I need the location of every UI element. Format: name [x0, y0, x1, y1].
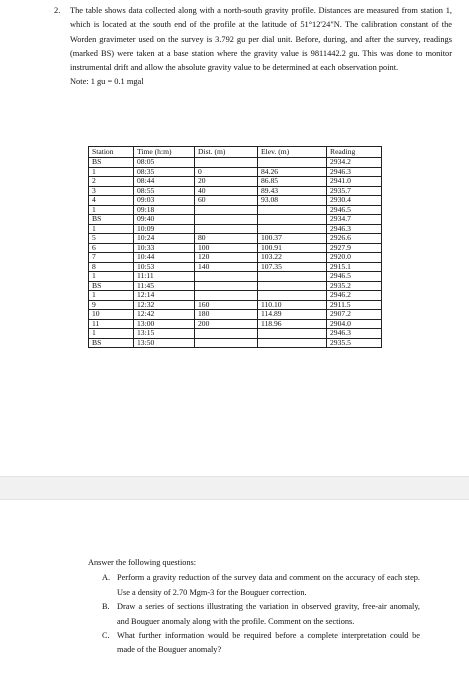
- table-row: [89, 329, 382, 339]
- cell-distance: 160: [195, 300, 258, 310]
- cell-station: 9: [89, 300, 134, 310]
- answer-text: Draw a series of sections illustrating the variation in observed gravity, free-air anomaly, and Bouguer anomaly along with the profile. Comment on the sections.: [117, 602, 420, 626]
- cell-distance: 40: [195, 186, 258, 196]
- answer-label: A.: [102, 573, 111, 583]
- cell-elevation: [258, 338, 327, 348]
- question-paragraph: The table shows data collected along with a north-south gravity profile. Distances are measured from station 1, which is located at the south end of the profile at the latitude of 51°12'24"N. The calibration constant of the Worden gravimeter used on the survey is 3.792 gu per dial unit. Before, during, and after the survey, readings (marked BS) were taken at a base station where the gravity value is 9811442.2 gu. This was done to monitor instrumental drift and allow the absolute gravity value to be determined at each observation point.: [70, 6, 452, 73]
- cell-reading: 2946.5: [327, 205, 382, 215]
- cell-elevation: 118.96: [258, 319, 327, 329]
- cell-time: 12:42: [134, 310, 195, 320]
- cell-time: 10:24: [134, 234, 195, 244]
- cell-distance: [195, 205, 258, 215]
- cell-time: 13:00: [134, 319, 195, 329]
- answer-label: C.: [102, 631, 110, 641]
- cell-station: 1: [89, 167, 134, 177]
- table-header-row: [89, 147, 382, 158]
- cell-distance: 20: [195, 177, 258, 187]
- cell-time: 08:55: [134, 186, 195, 196]
- answers-intro: Answer the following questions:: [88, 558, 197, 567]
- cell-time: 08:44: [134, 177, 195, 187]
- cell-time: 13:15: [134, 329, 195, 339]
- cell-station: BS: [89, 215, 134, 225]
- cell-distance: 60: [195, 196, 258, 206]
- table-row: [89, 158, 382, 168]
- answer-text: What further information would be required before a complete interpretation could be made of the Bouguer anomaly?: [117, 631, 420, 655]
- answers-block: [88, 556, 420, 658]
- cell-elevation: 86.85: [258, 177, 327, 187]
- cell-reading: 2935.7: [327, 186, 382, 196]
- cell-elevation: 100.37: [258, 234, 327, 244]
- cell-time: 11:11: [134, 272, 195, 282]
- table-row: [89, 196, 382, 206]
- cell-reading: 2946.3: [327, 329, 382, 339]
- cell-time: 09:18: [134, 205, 195, 215]
- cell-distance: 0: [195, 167, 258, 177]
- cell-station: 5: [89, 234, 134, 244]
- table-row: [89, 310, 382, 320]
- cell-elevation: [258, 205, 327, 215]
- table-row: [89, 215, 382, 225]
- cell-reading: 2935.5: [327, 338, 382, 348]
- cell-time: 10:44: [134, 253, 195, 263]
- answer-item-b: [102, 600, 420, 629]
- cell-elevation: 84.26: [258, 167, 327, 177]
- cell-elevation: [258, 291, 327, 301]
- cell-distance: 200: [195, 319, 258, 329]
- cell-reading: 2927.9: [327, 243, 382, 253]
- cell-station: 6: [89, 243, 134, 253]
- page-divider: [0, 476, 469, 500]
- cell-reading: 2946.5: [327, 272, 382, 282]
- question-number: 2.: [54, 6, 61, 15]
- cell-station: 4: [89, 196, 134, 206]
- cell-station: 2: [89, 177, 134, 187]
- header-elevation: Elev. (m): [258, 147, 327, 158]
- table-row: [89, 234, 382, 244]
- cell-station: BS: [89, 158, 134, 168]
- cell-reading: 2946.3: [327, 224, 382, 234]
- cell-distance: 120: [195, 253, 258, 263]
- cell-elevation: 103.22: [258, 253, 327, 263]
- cell-time: 10:09: [134, 224, 195, 234]
- header-station: Station: [89, 147, 134, 158]
- cell-reading: 2926.6: [327, 234, 382, 244]
- cell-reading: 2941.0: [327, 177, 382, 187]
- cell-distance: [195, 158, 258, 168]
- cell-elevation: [258, 158, 327, 168]
- question-block: [54, 4, 452, 90]
- cell-station: 10: [89, 310, 134, 320]
- cell-distance: [195, 215, 258, 225]
- cell-station: BS: [89, 338, 134, 348]
- cell-reading: 2904.0: [327, 319, 382, 329]
- cell-time: 13:50: [134, 338, 195, 348]
- answer-label: B.: [102, 602, 110, 612]
- cell-reading: 2934.2: [327, 158, 382, 168]
- answer-text: Perform a gravity reduction of the survey data and comment on the accuracy of each step. Use a density of 2.70 Mgm-3 for the Bouguer correction.: [117, 573, 420, 597]
- cell-reading: 2934.7: [327, 215, 382, 225]
- cell-reading: 2920.0: [327, 253, 382, 263]
- cell-station: 1: [89, 272, 134, 282]
- cell-distance: [195, 272, 258, 282]
- header-reading: Reading: [327, 147, 382, 158]
- answer-item-a: [102, 571, 420, 600]
- cell-time: 10:53: [134, 262, 195, 272]
- cell-elevation: [258, 281, 327, 291]
- cell-reading: 2915.1: [327, 262, 382, 272]
- cell-reading: 2911.5: [327, 300, 382, 310]
- answers-list: [88, 571, 420, 657]
- cell-time: 12:32: [134, 300, 195, 310]
- table-row: [89, 291, 382, 301]
- table-row: [89, 338, 382, 348]
- cell-elevation: 114.89: [258, 310, 327, 320]
- cell-distance: [195, 338, 258, 348]
- cell-time: 09:03: [134, 196, 195, 206]
- cell-reading: 2907.2: [327, 310, 382, 320]
- cell-distance: [195, 329, 258, 339]
- cell-distance: 80: [195, 234, 258, 244]
- cell-elevation: 89.43: [258, 186, 327, 196]
- cell-station: 11: [89, 319, 134, 329]
- header-distance: Dist. (m): [195, 147, 258, 158]
- cell-elevation: 93.08: [258, 196, 327, 206]
- cell-station: 1: [89, 224, 134, 234]
- cell-elevation: 100.91: [258, 243, 327, 253]
- cell-reading: 2930.4: [327, 196, 382, 206]
- cell-station: 1: [89, 329, 134, 339]
- cell-station: BS: [89, 281, 134, 291]
- cell-time: 09:40: [134, 215, 195, 225]
- gravity-data-table: [88, 146, 382, 348]
- table-row: [89, 272, 382, 282]
- cell-elevation: [258, 329, 327, 339]
- cell-time: 10:33: [134, 243, 195, 253]
- answer-item-c: [102, 629, 420, 658]
- cell-reading: 2946.2: [327, 291, 382, 301]
- cell-station: 8: [89, 262, 134, 272]
- cell-station: 7: [89, 253, 134, 263]
- cell-time: 08:05: [134, 158, 195, 168]
- cell-distance: 180: [195, 310, 258, 320]
- cell-station: 1: [89, 205, 134, 215]
- header-time: Time (h:m): [134, 147, 195, 158]
- cell-elevation: 110.10: [258, 300, 327, 310]
- cell-reading: 2935.2: [327, 281, 382, 291]
- cell-distance: [195, 291, 258, 301]
- cell-elevation: [258, 215, 327, 225]
- cell-time: 08:35: [134, 167, 195, 177]
- cell-distance: 100: [195, 243, 258, 253]
- unit-note: Note: 1 gu = 0.1 mgal: [70, 77, 144, 87]
- cell-reading: 2946.3: [327, 167, 382, 177]
- cell-distance: [195, 281, 258, 291]
- table-row: [89, 177, 382, 187]
- table-row: [89, 253, 382, 263]
- cell-station: 1: [89, 291, 134, 301]
- cell-station: 3: [89, 186, 134, 196]
- cell-elevation: 107.35: [258, 262, 327, 272]
- cell-time: 11:45: [134, 281, 195, 291]
- table-body: [89, 158, 382, 348]
- cell-time: 12:14: [134, 291, 195, 301]
- cell-elevation: [258, 272, 327, 282]
- cell-distance: 140: [195, 262, 258, 272]
